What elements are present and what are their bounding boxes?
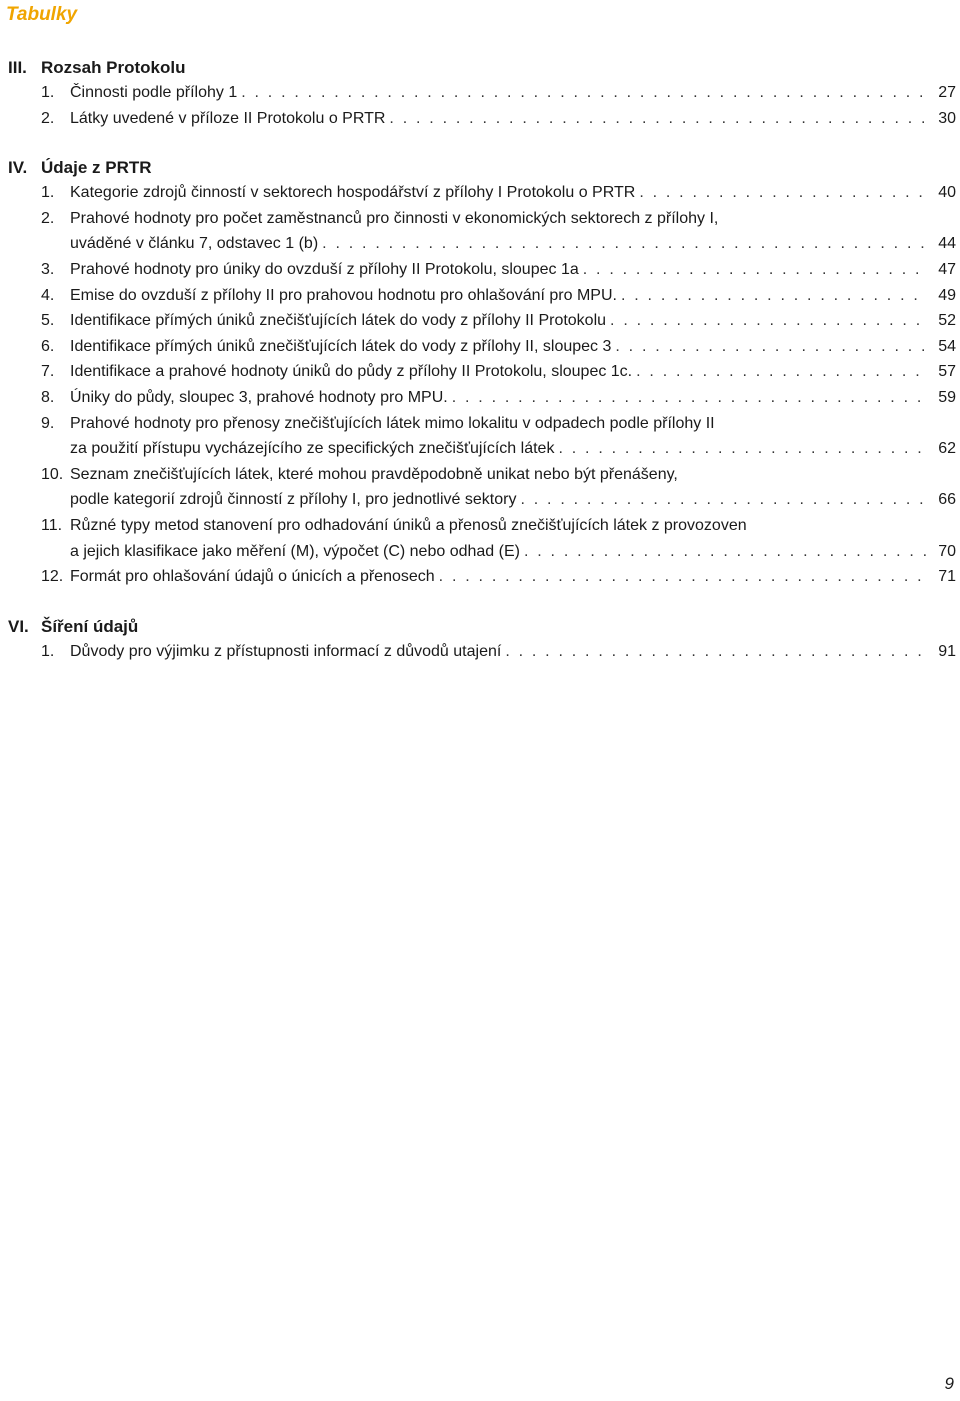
table-of-contents <box>8 55 956 688</box>
entry-page-number: 57 <box>938 363 956 381</box>
entry-page-number: 54 <box>938 337 956 355</box>
toc-entry[interactable] <box>8 411 956 462</box>
dot-leader <box>520 487 926 513</box>
toc-entry[interactable] <box>8 564 956 590</box>
dot-leader <box>636 359 926 385</box>
section-title: Údaje z PRTR <box>41 158 152 178</box>
toc-entry[interactable] <box>8 180 956 206</box>
entry-page-number: 62 <box>938 440 956 458</box>
entry-body <box>70 308 956 334</box>
entry-number: 4. <box>41 286 55 304</box>
entry-number: 12. <box>41 568 64 586</box>
entry-number: 9. <box>41 414 55 432</box>
toc-entry[interactable] <box>8 106 956 132</box>
page-title: Tabulky <box>6 4 78 25</box>
entry-text: uváděné v článku 7, odstavec 1 (b) <box>70 235 319 253</box>
entry-body <box>70 359 956 385</box>
toc-entry[interactable] <box>8 80 956 106</box>
entry-body <box>70 257 956 283</box>
toc-entry[interactable] <box>8 308 956 334</box>
entry-number: 2. <box>41 109 55 127</box>
toc-entry[interactable] <box>8 639 956 665</box>
entry-body <box>70 564 956 590</box>
entry-text: Identifikace přímých úniků znečišťujících látek do vody z přílohy II Protokolu <box>70 312 607 330</box>
entry-number: 1. <box>41 642 55 660</box>
section-heading <box>8 614 956 639</box>
entry-text: Emise do ovzduší z přílohy II pro prahovou hodnotu pro ohlašování pro MPU. <box>70 286 617 304</box>
entry-body <box>70 80 956 106</box>
toc-section <box>8 614 956 665</box>
entry-number: 8. <box>41 388 55 406</box>
entry-number: 6. <box>41 337 55 355</box>
entry-body <box>70 106 956 132</box>
entry-text: Činnosti podle přílohy 1 <box>70 84 238 101</box>
entry-page-number: 47 <box>938 260 956 278</box>
entry-page-number: 66 <box>938 491 956 509</box>
section-heading <box>8 55 956 80</box>
section-title: Šíření údajů <box>41 616 139 636</box>
entry-text: Prahové hodnoty pro počet zaměstnanců pro činnosti v ekonomických sektorech z přílohy I, <box>70 209 719 227</box>
entry-page-number: 59 <box>938 388 956 406</box>
section-numeral: III. <box>8 58 27 77</box>
section-title: Rozsah Protokolu <box>41 58 186 77</box>
page-number: 9 <box>944 1374 954 1393</box>
entry-text: Identifikace a prahové hodnoty úniků do půdy z přílohy II Protokolu, sloupec 1c. <box>70 363 633 381</box>
dot-leader <box>389 106 926 132</box>
entry-number: 5. <box>41 312 55 330</box>
entry-body <box>70 180 956 206</box>
entry-number: 1. <box>41 184 55 202</box>
dot-leader <box>610 308 926 334</box>
entry-number: 7. <box>41 363 55 381</box>
dot-leader <box>505 639 926 665</box>
dot-leader <box>583 257 926 283</box>
dot-leader <box>524 539 926 565</box>
dot-leader <box>639 180 926 206</box>
entry-page-number: 44 <box>938 235 956 253</box>
entry-body <box>70 385 956 411</box>
toc-entry[interactable] <box>8 359 956 385</box>
section-numeral: IV. <box>8 158 28 178</box>
section-heading <box>8 155 956 180</box>
dot-leader <box>439 564 926 590</box>
entry-page-number: 40 <box>938 184 956 202</box>
entry-body <box>70 283 956 309</box>
toc-section <box>8 155 956 590</box>
entry-page-number: 71 <box>938 568 956 586</box>
entry-page-number: 27 <box>938 84 956 101</box>
toc-entry[interactable] <box>8 257 956 283</box>
dot-leader <box>615 334 926 360</box>
entry-text: Seznam znečišťujících látek, které mohou pravděpodobně unikat nebo být přenášeny, <box>70 465 678 483</box>
toc-entry[interactable] <box>8 206 956 257</box>
entry-page-number: 30 <box>938 109 956 127</box>
entry-number: 3. <box>41 260 55 278</box>
entry-number: 10. <box>41 465 64 483</box>
section-numeral: VI. <box>8 616 29 636</box>
entry-text: Úniky do půdy, sloupec 3, prahové hodnoty pro MPU. <box>70 388 448 406</box>
entry-number: 2. <box>41 209 55 227</box>
entry-text: Kategorie zdrojů činností v sektorech hospodářství z přílohy I Protokolu o PRTR <box>70 184 636 202</box>
entry-number: 11. <box>41 516 63 534</box>
entry-text: Látky uvedené v příloze II Protokolu o PRTR <box>70 109 386 127</box>
entry-page-number: 52 <box>938 312 956 330</box>
entry-text: Formát pro ohlašování údajů o únicích a přenosech <box>70 568 435 586</box>
dot-leader <box>558 436 926 462</box>
entry-number: 1. <box>41 84 55 101</box>
entry-page-number: 70 <box>938 542 956 560</box>
entry-body <box>70 639 956 665</box>
entry-text: Různé typy metod stanovení pro odhadování úniků a přenosů znečišťujících látek z provozoven <box>70 516 747 534</box>
dot-leader <box>452 385 926 411</box>
entry-text: Identifikace přímých úniků znečišťujících látek do vody z přílohy II, sloupec 3 <box>70 337 612 355</box>
toc-entry[interactable] <box>8 385 956 411</box>
entry-body <box>70 334 956 360</box>
entry-page-number: 49 <box>938 286 956 304</box>
entry-text: Prahové hodnoty pro přenosy znečišťujících látek mimo lokalitu v odpadech podle přílohy II <box>70 414 715 432</box>
entry-text: a jejich klasifikace jako měření (M), výpočet (C) nebo odhad (E) <box>70 542 520 560</box>
entry-page-number: 91 <box>938 642 956 660</box>
entry-text: Prahové hodnoty pro úniky do ovzduší z přílohy II Protokolu, sloupec 1a <box>70 260 579 278</box>
entry-body <box>70 206 956 257</box>
toc-entry[interactable] <box>8 513 956 564</box>
entry-body <box>70 411 956 462</box>
entry-body <box>70 462 956 513</box>
entry-body <box>70 513 956 564</box>
dot-leader <box>621 283 926 309</box>
toc-entry[interactable] <box>8 462 956 513</box>
dot-leader <box>241 80 926 106</box>
dot-leader <box>322 231 926 257</box>
toc-entry[interactable] <box>8 283 956 309</box>
entry-text: za použití přístupu vycházejícího ze specifických znečišťujících látek <box>70 440 555 458</box>
toc-section <box>8 55 956 131</box>
entry-text: Důvody pro výjimku z přístupnosti informací z důvodů utajení <box>70 642 502 660</box>
toc-entry[interactable] <box>8 334 956 360</box>
entry-text: podle kategorií zdrojů činností z přílohy I, pro jednotlivé sektory <box>70 491 517 509</box>
